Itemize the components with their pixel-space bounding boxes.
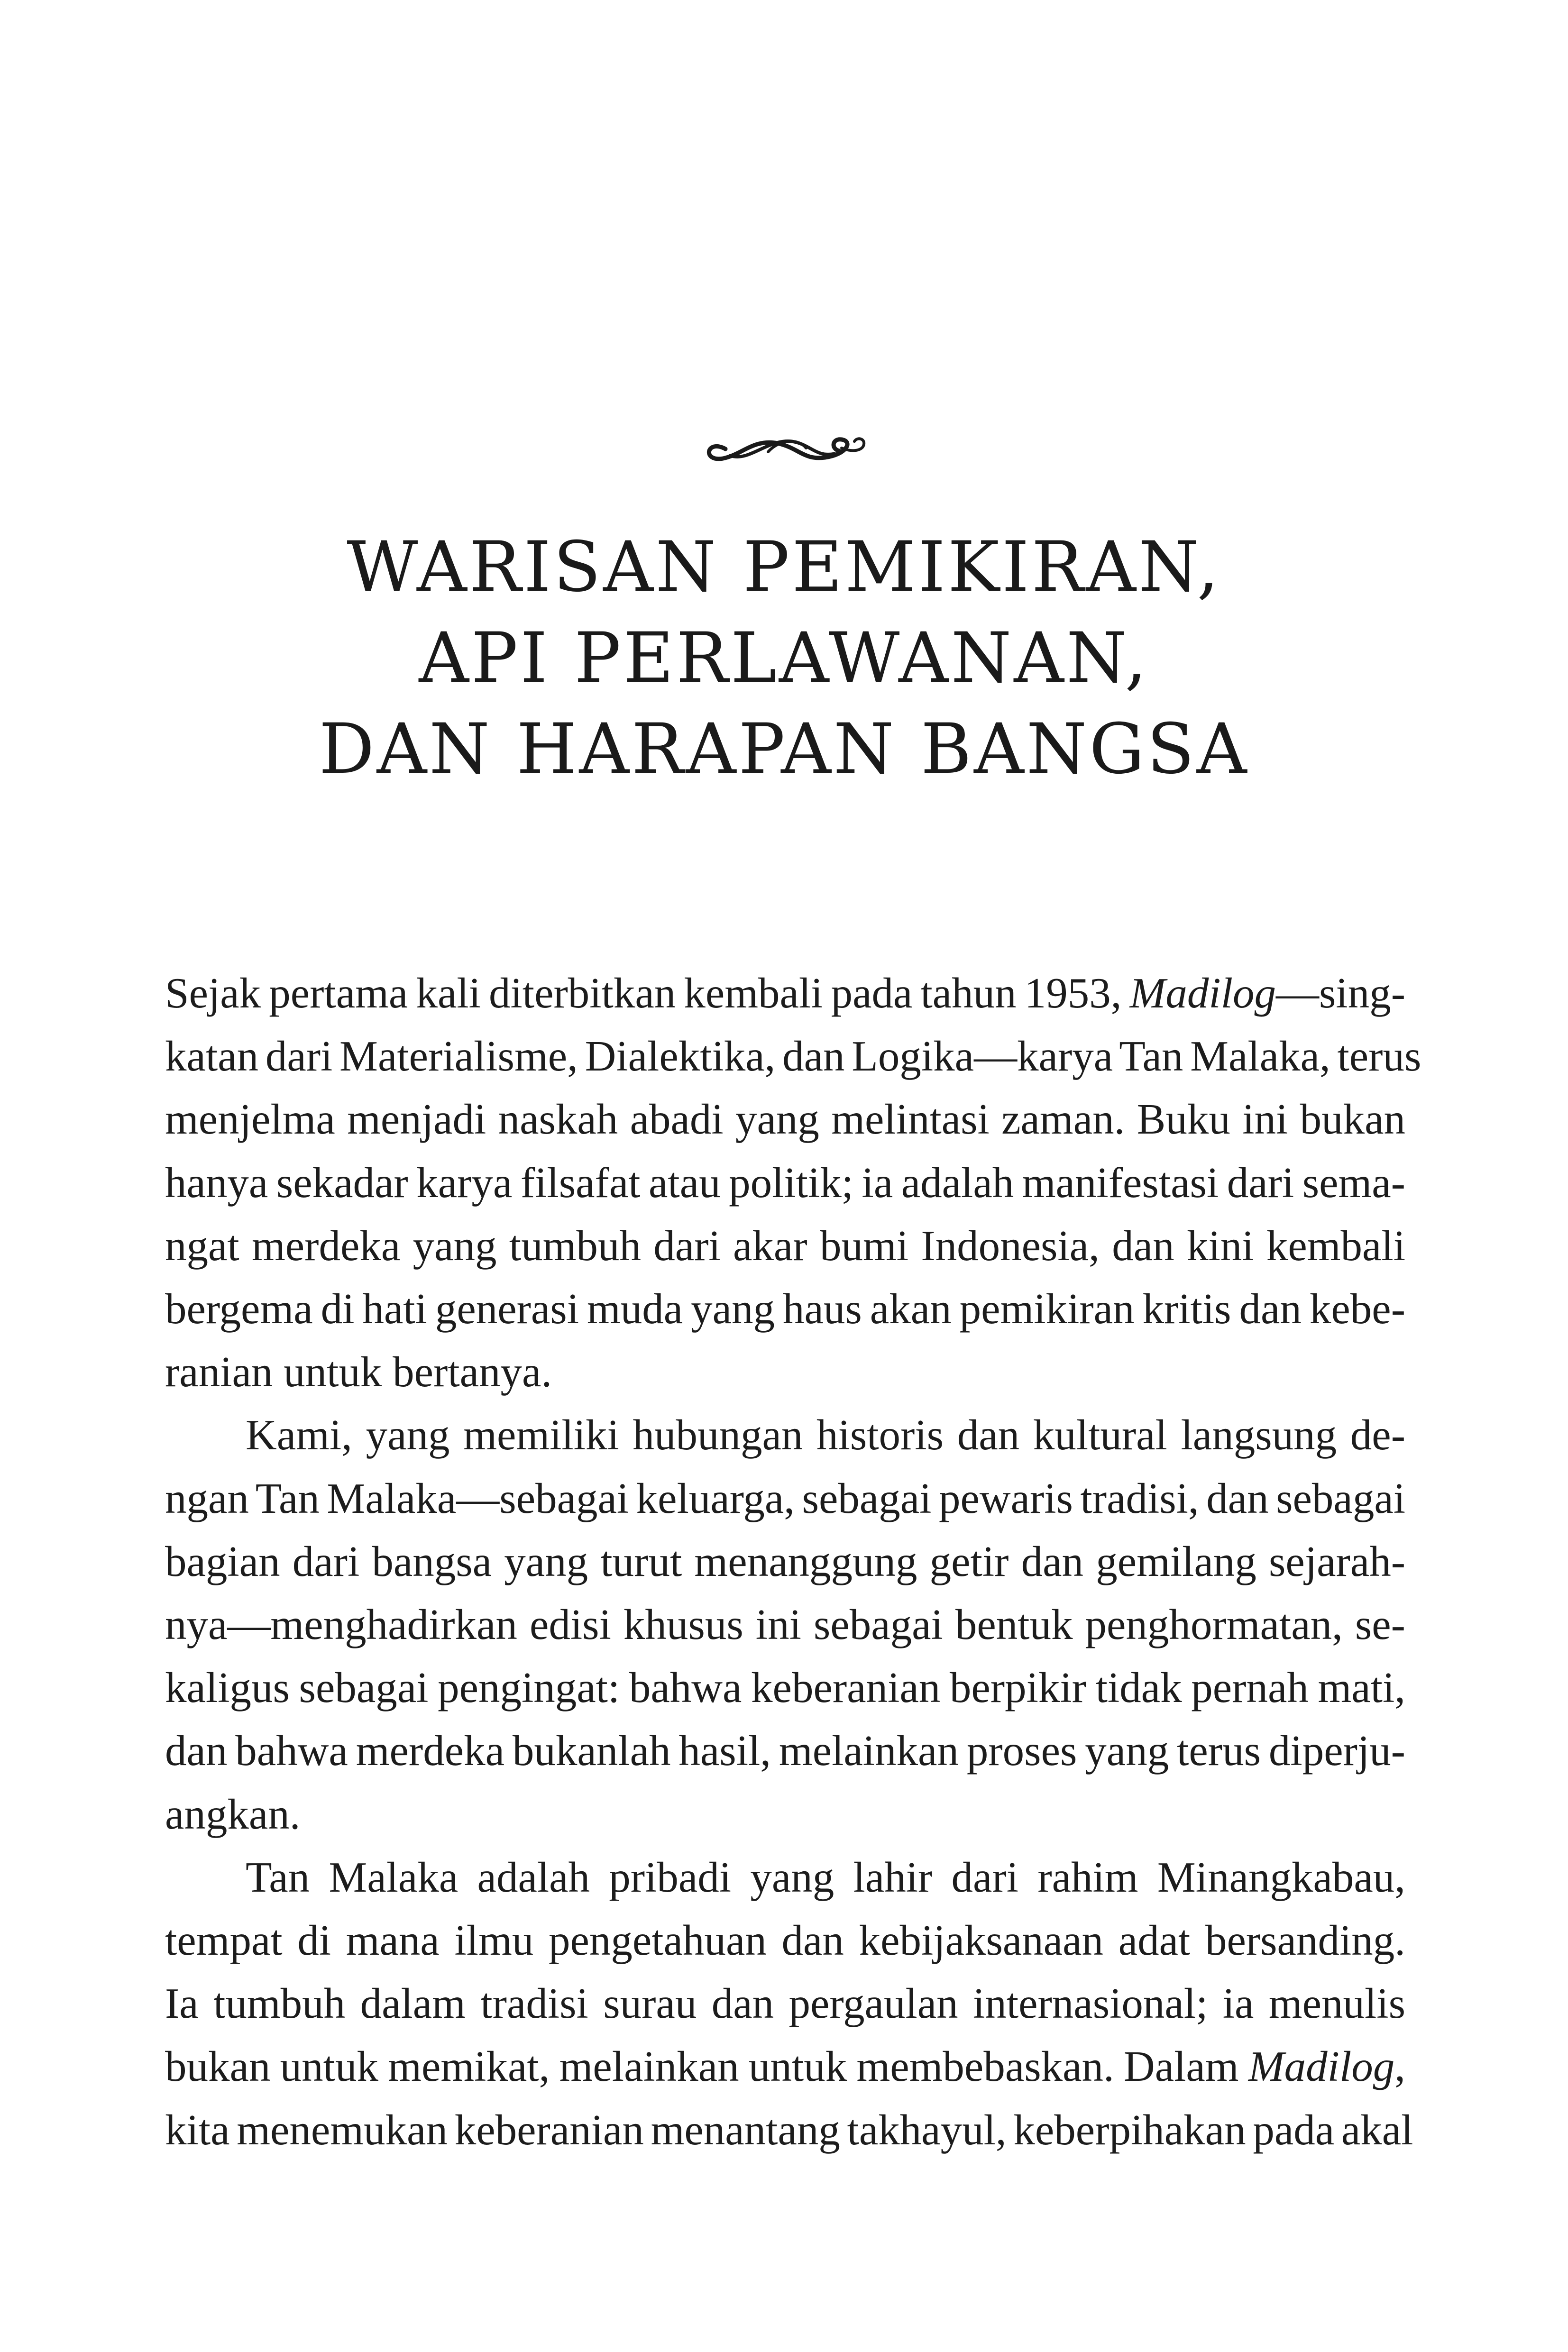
paragraph [165, 961, 1421, 1403]
line-segment: ngan Tan Malaka—sebagai keluarga, sebagai pewaris tradisi, dan sebagai [165, 1474, 1405, 1522]
text-line [165, 1088, 1405, 1151]
title-line: DAN HARAPAN BANGSA [319, 709, 1249, 789]
flourish-ornament-icon [697, 424, 868, 476]
text-line [165, 1719, 1405, 1782]
text-line [165, 1972, 1405, 2035]
line-segment: bergema di hati generasi muda yang haus akan pemikiran kritis dan kebe- [165, 1285, 1405, 1333]
line-segment: hanya sekadar karya filsafat atau politik; ia adalah manifestasi dari sema- [165, 1158, 1405, 1207]
text-line [165, 1277, 1405, 1340]
chapter-title [142, 522, 1426, 795]
text-line [165, 1593, 1405, 1656]
line-segment: bagian dari bangsa yang turut menanggung getir dan gemilang sejarah- [165, 1537, 1405, 1585]
line-segment: dan bahwa merdeka bukanlah hasil, melainkan proses yang terus diperju- [165, 1727, 1405, 1775]
line-segment: katan dari Materialisme, Dialektika, dan Logika—karya Tan Malaka, terus [165, 1032, 1421, 1080]
text-line [165, 1403, 1405, 1466]
italic-title-text: Madilog [1129, 969, 1276, 1017]
line-segment: tempat di mana ilmu pengetahuan dan kebijaksanaan adat bersanding. [165, 1916, 1405, 1965]
text-line [165, 2098, 1413, 2161]
line-segment: Kami, yang memiliki hubungan historis dan kultural langsung de- [246, 1411, 1405, 1459]
line-segment: Ia tumbuh dalam tradisi surau dan pergaulan internasional; ia menulis [165, 1979, 1405, 2028]
line-segment: bukan untuk memikat, melainkan untuk membebaskan. Dalam [165, 2042, 1248, 2091]
text-line [165, 1530, 1405, 1593]
paragraph [165, 1403, 1405, 1845]
text-line [165, 1846, 1405, 1909]
line-segment: , [1394, 2042, 1405, 2091]
text-line [165, 961, 1405, 1025]
italic-title-text: Madilog [1248, 2042, 1395, 2091]
text-line [165, 1909, 1405, 1972]
text-line [165, 2035, 1405, 2098]
title-line: WARISAN PEMIKIRAN, [347, 527, 1221, 607]
line-segment: kita menemukan keberanian menantang takhayul, keberpihakan pada akal [165, 2105, 1413, 2154]
line-segment: menjelma menjadi naskah abadi yang melintasi zaman. Buku ini bukan [165, 1095, 1405, 1144]
text-line [165, 1151, 1405, 1214]
paragraph [165, 1846, 1413, 2161]
line-segment: kaligus sebagai pengingat: bahwa keberanian berpikir tidak pernah mati, [165, 1664, 1405, 1712]
line-segment: ngat merdeka yang tumbuh dari akar bumi Indonesia, dan kini kembali [165, 1221, 1405, 1270]
title-line: API PERLAWANAN, [419, 618, 1149, 698]
line-segment: angkan. [165, 1790, 301, 1838]
text-line [165, 1656, 1405, 1719]
text-line [165, 1025, 1421, 1088]
text-line [165, 1467, 1405, 1530]
text-line [165, 1783, 1405, 1846]
body-text [165, 961, 1421, 2161]
line-segment: —sing- [1276, 969, 1405, 1017]
line-segment: nya—menghadirkan edisi khusus ini sebagai bentuk penghormatan, se- [165, 1601, 1405, 1649]
text-line [165, 1214, 1405, 1277]
line-segment: ranian untuk bertanya. [165, 1348, 552, 1396]
line-segment: Sejak pertama kali diterbitkan kembali pada tahun 1953, [165, 969, 1130, 1017]
line-segment: Tan Malaka adalah pribadi yang lahir dari rahim Minangkabau, [246, 1853, 1405, 1901]
text-line [165, 1340, 1405, 1403]
